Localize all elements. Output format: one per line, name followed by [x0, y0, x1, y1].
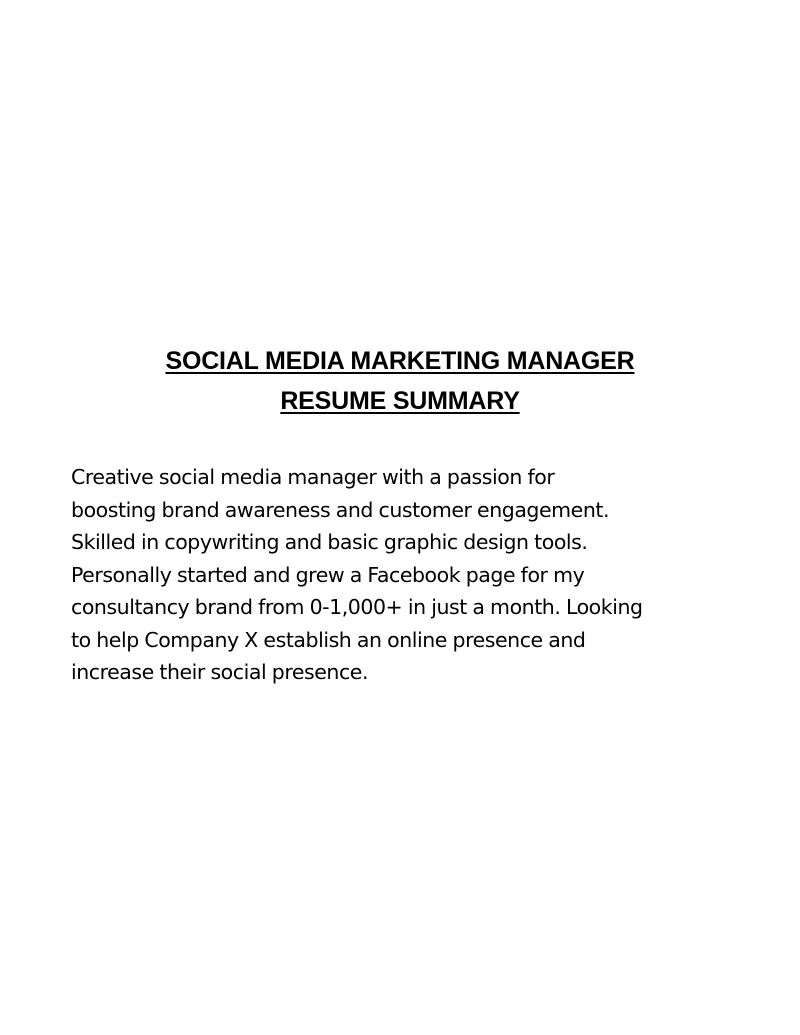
summary-line: consultancy brand from 0-1,000+ in just a month. Looking: [71, 595, 643, 619]
summary-line: to help Company X establish an online presence and: [71, 627, 586, 652]
resume-summary-paragraph: [71, 461, 751, 689]
title-line-1: SOCIAL MEDIA MARKETING MANAGER: [165, 347, 635, 375]
summary-line: boosting brand awareness and customer engagement.: [71, 497, 610, 522]
summary-line: Skilled in copywriting and basic graphic design tools.: [71, 530, 588, 554]
summary-line: Personally started and grew a Facebook page for my: [71, 562, 585, 587]
summary-line: Creative social media manager with a passion for: [71, 465, 555, 489]
summary-line: increase their social presence.: [71, 660, 369, 684]
title-line-2: RESUME SUMMARY: [280, 387, 520, 415]
page-title: [0, 341, 800, 421]
